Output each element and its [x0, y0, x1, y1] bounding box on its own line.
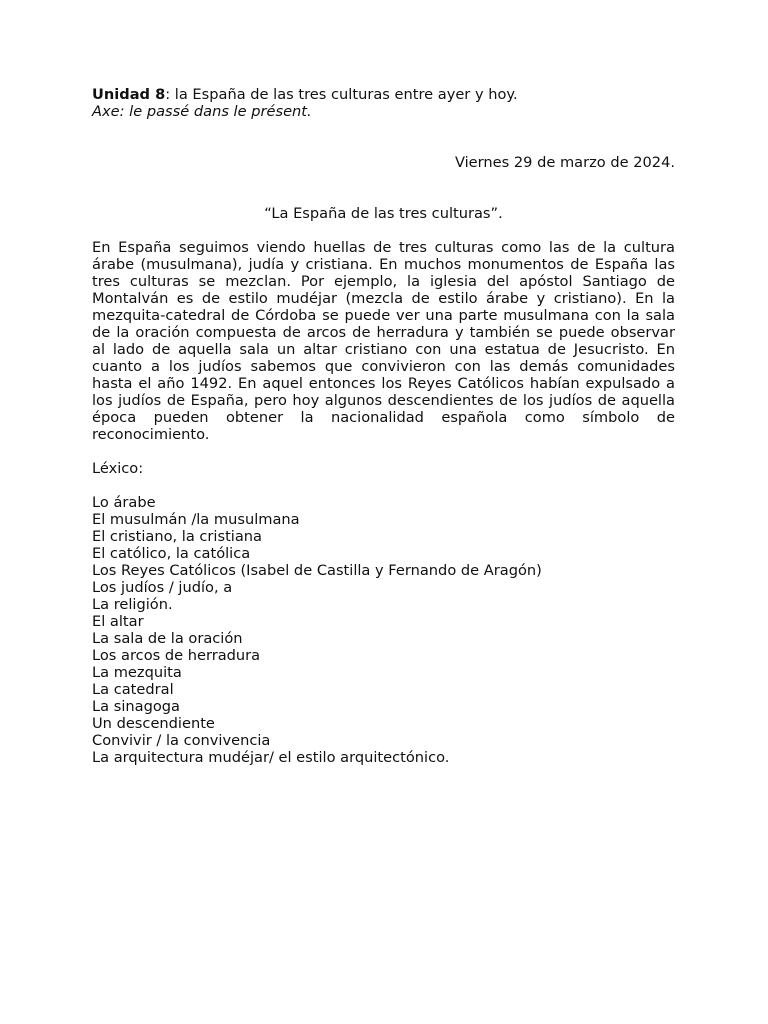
- document-title: “La España de las tres culturas”.: [264, 205, 503, 222]
- lexico-item: El altar: [92, 613, 144, 630]
- lexico-item: La religión.: [92, 596, 173, 613]
- lexico-item: Convivir / la convivencia: [92, 732, 271, 749]
- unit-label: Unidad 8: [92, 86, 166, 103]
- unit-title: : la España de las tres culturas entre ayer y hoy.: [165, 86, 518, 103]
- lexico-item: Los arcos de herradura: [92, 647, 261, 664]
- lexico-item: El musulmán /la musulmana: [92, 511, 300, 528]
- lexico-item: Los Reyes Católicos (Isabel de Castilla y Fernando de Aragón): [92, 562, 542, 579]
- lexico-item: La catedral: [92, 681, 174, 698]
- lexico-item: El católico, la católica: [92, 545, 251, 562]
- lexico-item: El cristiano, la cristiana: [92, 528, 263, 545]
- lexico-item: Lo árabe: [92, 494, 156, 511]
- document-page: [92, 86, 675, 766]
- axe-line: Axe: le passé dans le présent.: [92, 103, 312, 120]
- unit-heading: [92, 86, 675, 103]
- lexico-item: Un descendiente: [92, 715, 215, 732]
- lexico-item: La sinagoga: [92, 698, 180, 715]
- lexico-item: La arquitectura mudéjar/ el estilo arquitectónico.: [92, 749, 450, 766]
- lexico-item: La sala de la oración: [92, 630, 243, 647]
- lexico-label: Léxico:: [92, 460, 144, 477]
- lexico-item: La mezquita: [92, 664, 182, 681]
- lexico-list: [92, 494, 675, 766]
- body-paragraph: En España seguimos viendo huellas de tres culturas como las de la cultura árabe (musulmana), judía y cristiana. En muchos monumentos de España las tres culturas se mezclan. Por ejemplo, la iglesia del apóstol Santiago de Montalván es de estilo mudéjar (mezcla de estilo árabe y cristiano). En la mezquita-catedral de Córdoba se puede ver una parte musulmana con la sala de la oración compuesta de arcos de herradura y también se puede observar al lado de aquella sala un altar cristiano con una estatua de Jesucristo. En cuanto a los judíos sabemos que convivieron con las demás comunidades hasta el año 1492. En aquel entonces los Reyes Católicos habían expulsado a los judíos de España, pero hoy algunos descendientes de los judíos de aquella época pueden obtener la nacionalidad española como símbolo de reconocimiento.: [92, 239, 675, 443]
- lexico-item: Los judíos / judío, a: [92, 579, 233, 596]
- document-date: Viernes 29 de marzo de 2024.: [454, 154, 675, 171]
